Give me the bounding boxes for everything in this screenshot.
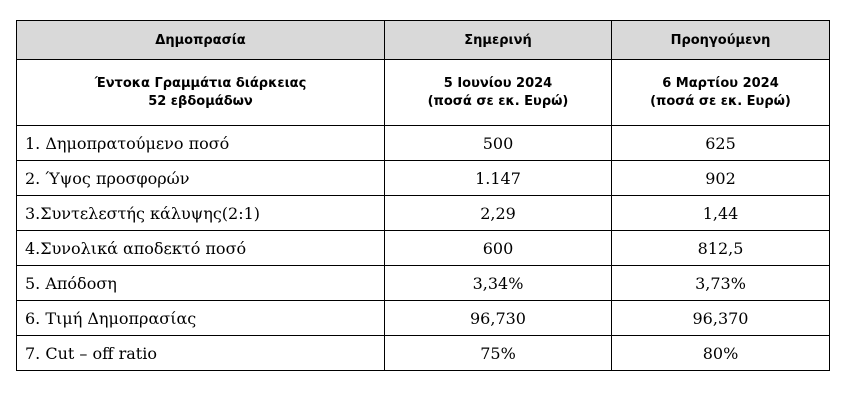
row-previous-value: 1,44 bbox=[612, 196, 830, 231]
table-row bbox=[17, 266, 830, 301]
row-label: 3.Συντελεστής κάλυψης(2:1) bbox=[17, 196, 385, 231]
table-body bbox=[17, 126, 830, 371]
table-row bbox=[17, 301, 830, 336]
row-current-value: 75% bbox=[385, 336, 612, 371]
row-label: 5. Απόδοση bbox=[17, 266, 385, 301]
row-current-value: 3,34% bbox=[385, 266, 612, 301]
previous-auction-date: 6 Μαρτίου 2024 bbox=[662, 75, 779, 91]
previous-auction-info bbox=[612, 60, 830, 126]
row-previous-value: 3,73% bbox=[612, 266, 830, 301]
row-current-value: 2,29 bbox=[385, 196, 612, 231]
header-previous: Προηγούμενη bbox=[612, 21, 830, 60]
row-current-value: 96,730 bbox=[385, 301, 612, 336]
row-previous-value: 96,370 bbox=[612, 301, 830, 336]
row-current-value: 600 bbox=[385, 231, 612, 266]
instrument-description-line2: 52 εβδομάδων bbox=[148, 93, 253, 109]
table-subheader-row bbox=[17, 60, 830, 126]
row-current-value: 1.147 bbox=[385, 161, 612, 196]
previous-auction-unit: (ποσά σε εκ. Ευρώ) bbox=[650, 93, 791, 109]
current-auction-info bbox=[385, 60, 612, 126]
header-auction: Δημοπρασία bbox=[17, 21, 385, 60]
current-auction-date: 5 Ιουνίου 2024 bbox=[443, 75, 553, 91]
row-previous-value: 812,5 bbox=[612, 231, 830, 266]
row-previous-value: 902 bbox=[612, 161, 830, 196]
table-row bbox=[17, 336, 830, 371]
row-label: 2. Ύψος προσφορών bbox=[17, 161, 385, 196]
row-current-value: 500 bbox=[385, 126, 612, 161]
table-row bbox=[17, 231, 830, 266]
row-label: 6. Τιμή Δημοπρασίας bbox=[17, 301, 385, 336]
auction-results-table bbox=[16, 20, 830, 371]
row-label: 4.Συνολικά αποδεκτό ποσό bbox=[17, 231, 385, 266]
table-row bbox=[17, 196, 830, 231]
row-previous-value: 625 bbox=[612, 126, 830, 161]
instrument-description bbox=[17, 60, 385, 126]
table-row bbox=[17, 161, 830, 196]
row-previous-value: 80% bbox=[612, 336, 830, 371]
header-current: Σημερινή bbox=[385, 21, 612, 60]
table-header-row bbox=[17, 21, 830, 60]
table-row bbox=[17, 126, 830, 161]
current-auction-unit: (ποσά σε εκ. Ευρώ) bbox=[427, 93, 569, 109]
row-label: 1. Δημοπρατούμενο ποσό bbox=[17, 126, 385, 161]
row-label: 7. Cut – off ratio bbox=[17, 336, 385, 371]
instrument-description-line1: Έντοκα Γραμμάτια διάρκειας bbox=[94, 75, 307, 91]
